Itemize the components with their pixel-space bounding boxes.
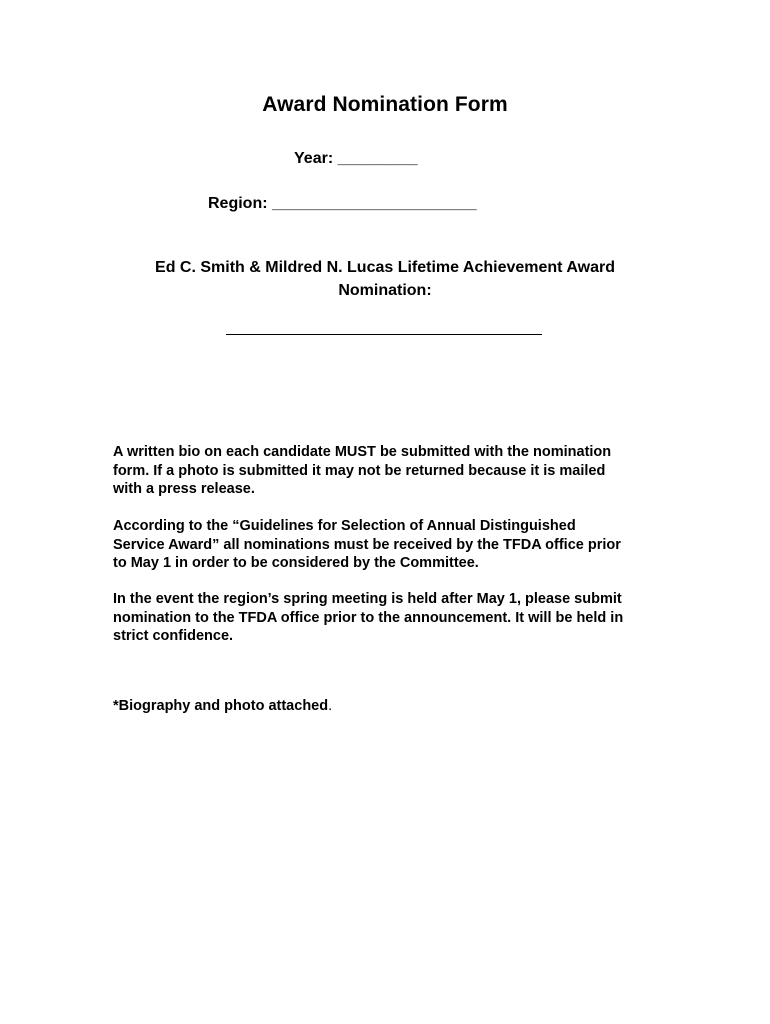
deadline-paragraph <box>113 517 673 573</box>
footnote-period: . <box>328 698 333 714</box>
region-field-line: Region: _______________________ <box>208 195 477 212</box>
paragraph-line: Service Award” all nominations must be received by the TFDA office prior <box>113 536 621 553</box>
emphasis-may-1: May 1 <box>130 555 172 571</box>
footnote-line <box>113 697 673 716</box>
text-run: be returned because it is mailed <box>380 462 606 479</box>
page-title: Award Nomination Form <box>262 93 508 116</box>
paragraph-line: with a press release. <box>113 481 255 497</box>
spring-meeting-paragraph <box>113 590 673 646</box>
paragraph-line: According to the “Guidelines for Selection of Annual Distinguished <box>113 518 576 534</box>
year-field-line: Year: _________ <box>294 150 418 167</box>
paragraph-line <box>113 554 673 573</box>
paragraph-line <box>113 443 673 462</box>
emphasis-must: MUST <box>334 444 376 460</box>
text-run: in order to be considered by the Committee. <box>171 555 479 571</box>
paragraph-line <box>113 462 673 481</box>
bio-requirement-paragraph <box>113 443 673 499</box>
award-heading-line-1: Ed C. Smith & Mildred N. Lucas Lifetime Achievement Award <box>155 259 615 276</box>
emphasis-not: not <box>357 462 381 479</box>
text-run: to <box>113 555 131 571</box>
paragraph-line: In the event the region’s spring meeting is held after May 1, please submit <box>113 591 622 607</box>
paragraph-line: nomination to the TFDA office prior to the announcement. It will be held in <box>113 609 624 626</box>
attachment-footnote <box>113 697 673 716</box>
award-heading <box>0 256 770 302</box>
paragraph-line: strict confidence. <box>113 628 234 644</box>
text-run: A written bio on each candidate <box>113 444 335 460</box>
footnote-text: *Biography and photo attached <box>113 698 329 714</box>
nominee-blank-line <box>226 322 542 335</box>
award-heading-line-2: Nomination: <box>338 282 432 299</box>
text-run: be submitted with the nomination <box>375 444 612 460</box>
text-run: form. If a photo is submitted it may <box>113 462 358 479</box>
